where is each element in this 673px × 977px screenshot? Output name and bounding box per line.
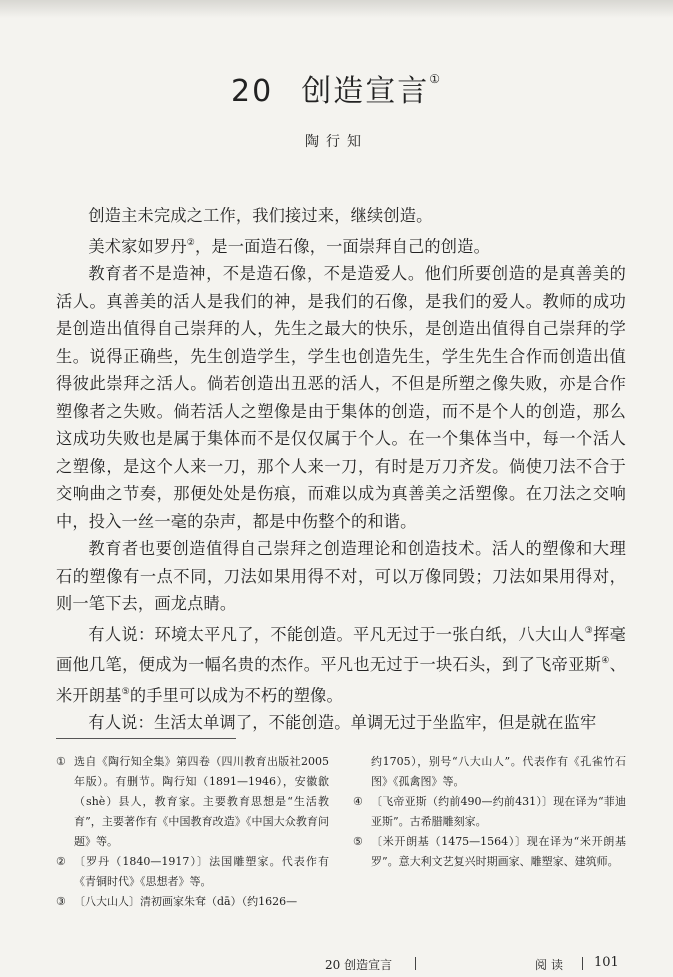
page-edge-shadow xyxy=(0,0,673,18)
footnote-3 xyxy=(56,892,329,912)
footnote-3-continuation: 约1705），别号“八大山人”。代表作有《孔雀竹石图》《孤禽图》等。 xyxy=(371,755,626,788)
footnote-4 xyxy=(353,792,626,832)
footnotes xyxy=(56,752,626,912)
footnote-text: 〔罗丹（1840—1917）〕法国雕塑家。代表作有《青铜时代》《思想者》等。 xyxy=(74,855,329,888)
paragraph-1 xyxy=(56,202,626,230)
footnote-divider xyxy=(56,738,236,739)
paragraph-4 xyxy=(56,535,626,618)
lesson-title xyxy=(0,66,673,110)
footnote-ref: ③ xyxy=(584,625,594,636)
footer-separator xyxy=(415,957,416,970)
article-body xyxy=(56,202,626,737)
footnotes-left-column xyxy=(56,752,329,912)
paragraph-text: 美术家如罗丹 xyxy=(88,236,187,256)
paragraph-text: 教育者不是造神，不是造石像，不是造爱人。他们所要创造的是真善美的活人。真善美的活人是我们的神，是我们的石像，是我们的爱人。教师的成功是创造出值得自己崇拜的人，先生之最大的快乐，是创造出值得自己崇拜的学生。说得正确些，先生创造学生，学生也创造先生，学生先生合作而创造出值得彼此崇拜之活人。倘若创造出丑恶的活人，不但是所塑之像失败，亦是合作塑像者之失败。倘若活人之塑像是由于集体的创造，而不是个人的创造，那么这成功失败也是属于集体而不是仅仅属于个人。在一个集体当中，每一个活人之塑像，是这个人来一刀，那个人来一刀，有时是万刀齐发。倘使刀法不合于交响曲之节奏，那便处处是伤痕，而难以成为真善美之活塑像。在刀法之交响中，投入一丝一毫的杂声，都是中伤整个的和谐。 xyxy=(56,264,626,531)
footnote-mark: ⑤ xyxy=(353,835,363,848)
footnote-mark: ② xyxy=(56,855,66,868)
paragraph-text: 教育者也要创造值得自己崇拜之创造理论和创造技术。活人的塑像和大理石的塑像有一点不同，刀法如果用得不对，可以万像同毁；刀法如果用得对，则一笔下去，画龙点睛。 xyxy=(56,539,626,613)
footer-lesson-title: 20 创造宣言 xyxy=(325,958,393,972)
page-footer xyxy=(0,956,673,976)
paragraph-text: 创造主未完成之工作，我们接过来，继续创造。 xyxy=(88,206,433,225)
paragraph-6 xyxy=(56,709,626,737)
footnote-ref: ⑤ xyxy=(121,686,130,697)
paragraph-text: 、米开朗基 xyxy=(56,655,626,705)
paragraph-text: ，是一面造石像，一面崇拜自己的创造。 xyxy=(195,236,490,256)
footnote-5 xyxy=(353,832,626,872)
paragraph-text: 挥毫画他几笔，便成为一幅名贵的杰作。平凡也无过于一块石头，到了飞帝亚斯 xyxy=(56,624,627,674)
paragraph-text: 有人说：环境太平凡了，不能创造。平凡无过于一张白纸，八大山人 xyxy=(88,624,585,644)
author-name: 陶行知 xyxy=(305,134,368,150)
footnote-text: 选自《陶行知全集》第四卷（四川教育出版社2005年版）。有删节。陶行知（1891—1946），安徽歙（shè）县人，教育家。主要教育思想是“生活教育”，主要著作有《中国教育改造》《中国大众教育问题》等。 xyxy=(74,755,329,848)
paragraph-text: 有人说：生活太单调了，不能创造。单调无过于坐监牢，但是就在监牢 xyxy=(88,713,597,732)
footnote-1 xyxy=(56,752,329,852)
title-footnote-mark: ① xyxy=(429,72,442,86)
paragraph-3 xyxy=(56,260,626,535)
footer-section-name: 阅读 xyxy=(535,958,568,972)
footnote-mark: ④ xyxy=(353,795,363,808)
lesson-title-text: 创造宣言 xyxy=(301,74,430,109)
footer-separator xyxy=(582,957,583,970)
paragraph-text: 的手里可以成为不朽的塑像。 xyxy=(129,685,343,705)
paragraph-2 xyxy=(56,230,626,261)
footnote-mark: ① xyxy=(56,755,66,768)
footnote-text: 〔飞帝亚斯（约前490—约前431）〕现在译为“菲迪亚斯”。古希腊雕刻家。 xyxy=(371,795,626,828)
footnotes-right-column xyxy=(353,752,626,912)
page-number: 101 xyxy=(594,955,619,970)
footnote-text: 〔米开朗基（1475—1564）〕现在译为“米开朗基罗”。意大利文艺复兴时期画家、雕塑家、建筑师。 xyxy=(371,835,626,868)
footnote-text: 〔八大山人〕清初画家朱耷（dā）（约1626— xyxy=(74,895,298,908)
lesson-number: 20 xyxy=(231,74,274,109)
footnote-2 xyxy=(56,852,329,892)
paragraph-5 xyxy=(56,618,626,710)
footnote-ref: ④ xyxy=(601,656,610,666)
footnote-ref: ② xyxy=(186,237,195,248)
footnote-mark: ③ xyxy=(56,895,66,908)
